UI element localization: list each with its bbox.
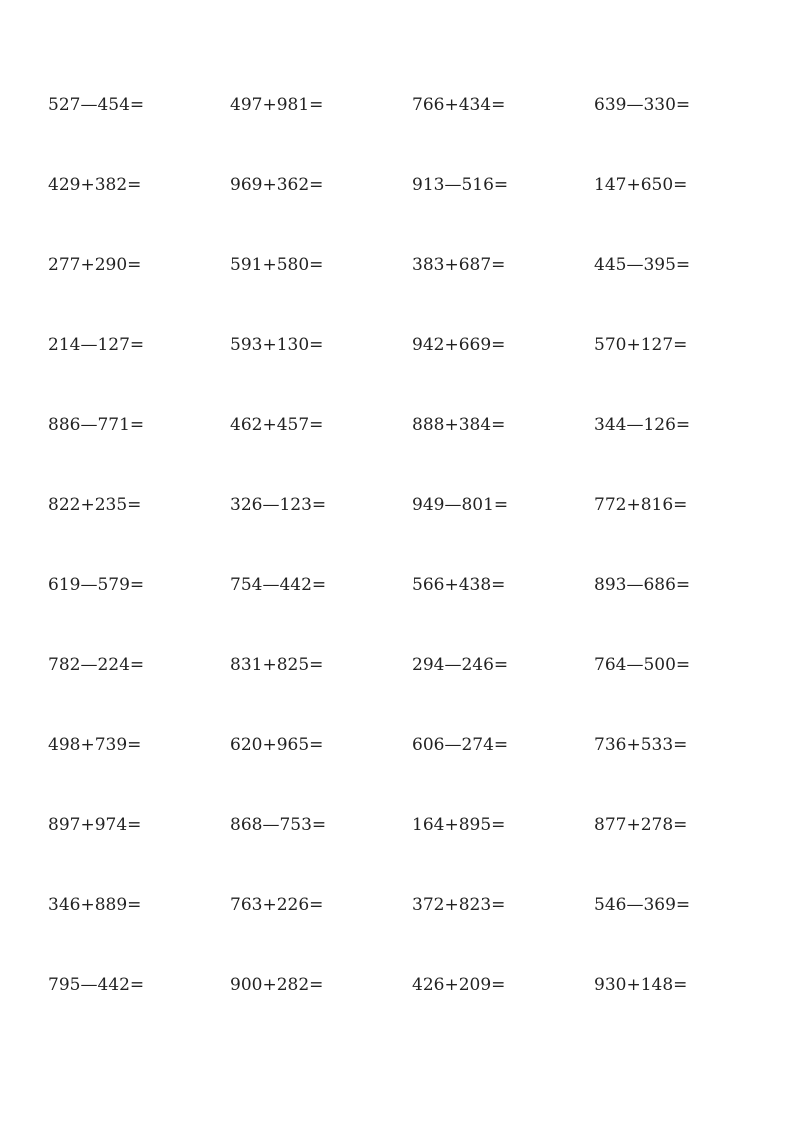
math-problem: 372+823= <box>412 895 506 915</box>
math-problem: 619—579= <box>48 575 145 595</box>
math-problem: 764—500= <box>594 655 691 675</box>
math-problem: 736+533= <box>594 735 688 755</box>
math-problem: 277+290= <box>48 255 142 275</box>
math-problem: 913—516= <box>412 175 509 195</box>
math-problem: 326—123= <box>230 495 327 515</box>
math-problem: 346+889= <box>48 895 142 915</box>
math-problem: 782—224= <box>48 655 145 675</box>
math-problem: 888+384= <box>412 415 506 435</box>
math-problem: 527—454= <box>48 95 145 115</box>
math-problem: 429+382= <box>48 175 142 195</box>
problem-grid <box>48 94 788 1054</box>
math-problem: 426+209= <box>412 975 506 995</box>
math-problem: 969+362= <box>230 175 324 195</box>
math-problem: 462+457= <box>230 415 324 435</box>
math-problem: 897+974= <box>48 815 142 835</box>
math-problem: 772+816= <box>594 495 688 515</box>
math-problem: 886—771= <box>48 415 145 435</box>
math-problem: 763+226= <box>230 895 324 915</box>
math-problem: 639—330= <box>594 95 691 115</box>
math-problem: 930+148= <box>594 975 688 995</box>
math-problem: 445—395= <box>594 255 691 275</box>
math-problem: 942+669= <box>412 335 506 355</box>
math-problem: 893—686= <box>594 575 691 595</box>
math-problem: 164+895= <box>412 815 506 835</box>
math-problem: 214—127= <box>48 335 145 355</box>
math-problem: 593+130= <box>230 335 324 355</box>
math-problem: 294—246= <box>412 655 509 675</box>
math-problem: 566+438= <box>412 575 506 595</box>
math-problem: 497+981= <box>230 95 324 115</box>
math-problem: 754—442= <box>230 575 327 595</box>
math-problem: 383+687= <box>412 255 506 275</box>
math-problem: 591+580= <box>230 255 324 275</box>
math-problem: 900+282= <box>230 975 324 995</box>
math-problem: 949—801= <box>412 495 509 515</box>
math-problem: 795—442= <box>48 975 145 995</box>
math-problem: 831+825= <box>230 655 324 675</box>
math-problem: 344—126= <box>594 415 691 435</box>
math-problem: 766+434= <box>412 95 506 115</box>
math-problem: 877+278= <box>594 815 688 835</box>
math-problem: 147+650= <box>594 175 688 195</box>
math-problem: 868—753= <box>230 815 327 835</box>
math-problem: 822+235= <box>48 495 142 515</box>
math-problem: 546—369= <box>594 895 691 915</box>
math-problem: 570+127= <box>594 335 688 355</box>
math-problem: 606—274= <box>412 735 509 755</box>
math-problem: 498+739= <box>48 735 142 755</box>
math-problem: 620+965= <box>230 735 324 755</box>
